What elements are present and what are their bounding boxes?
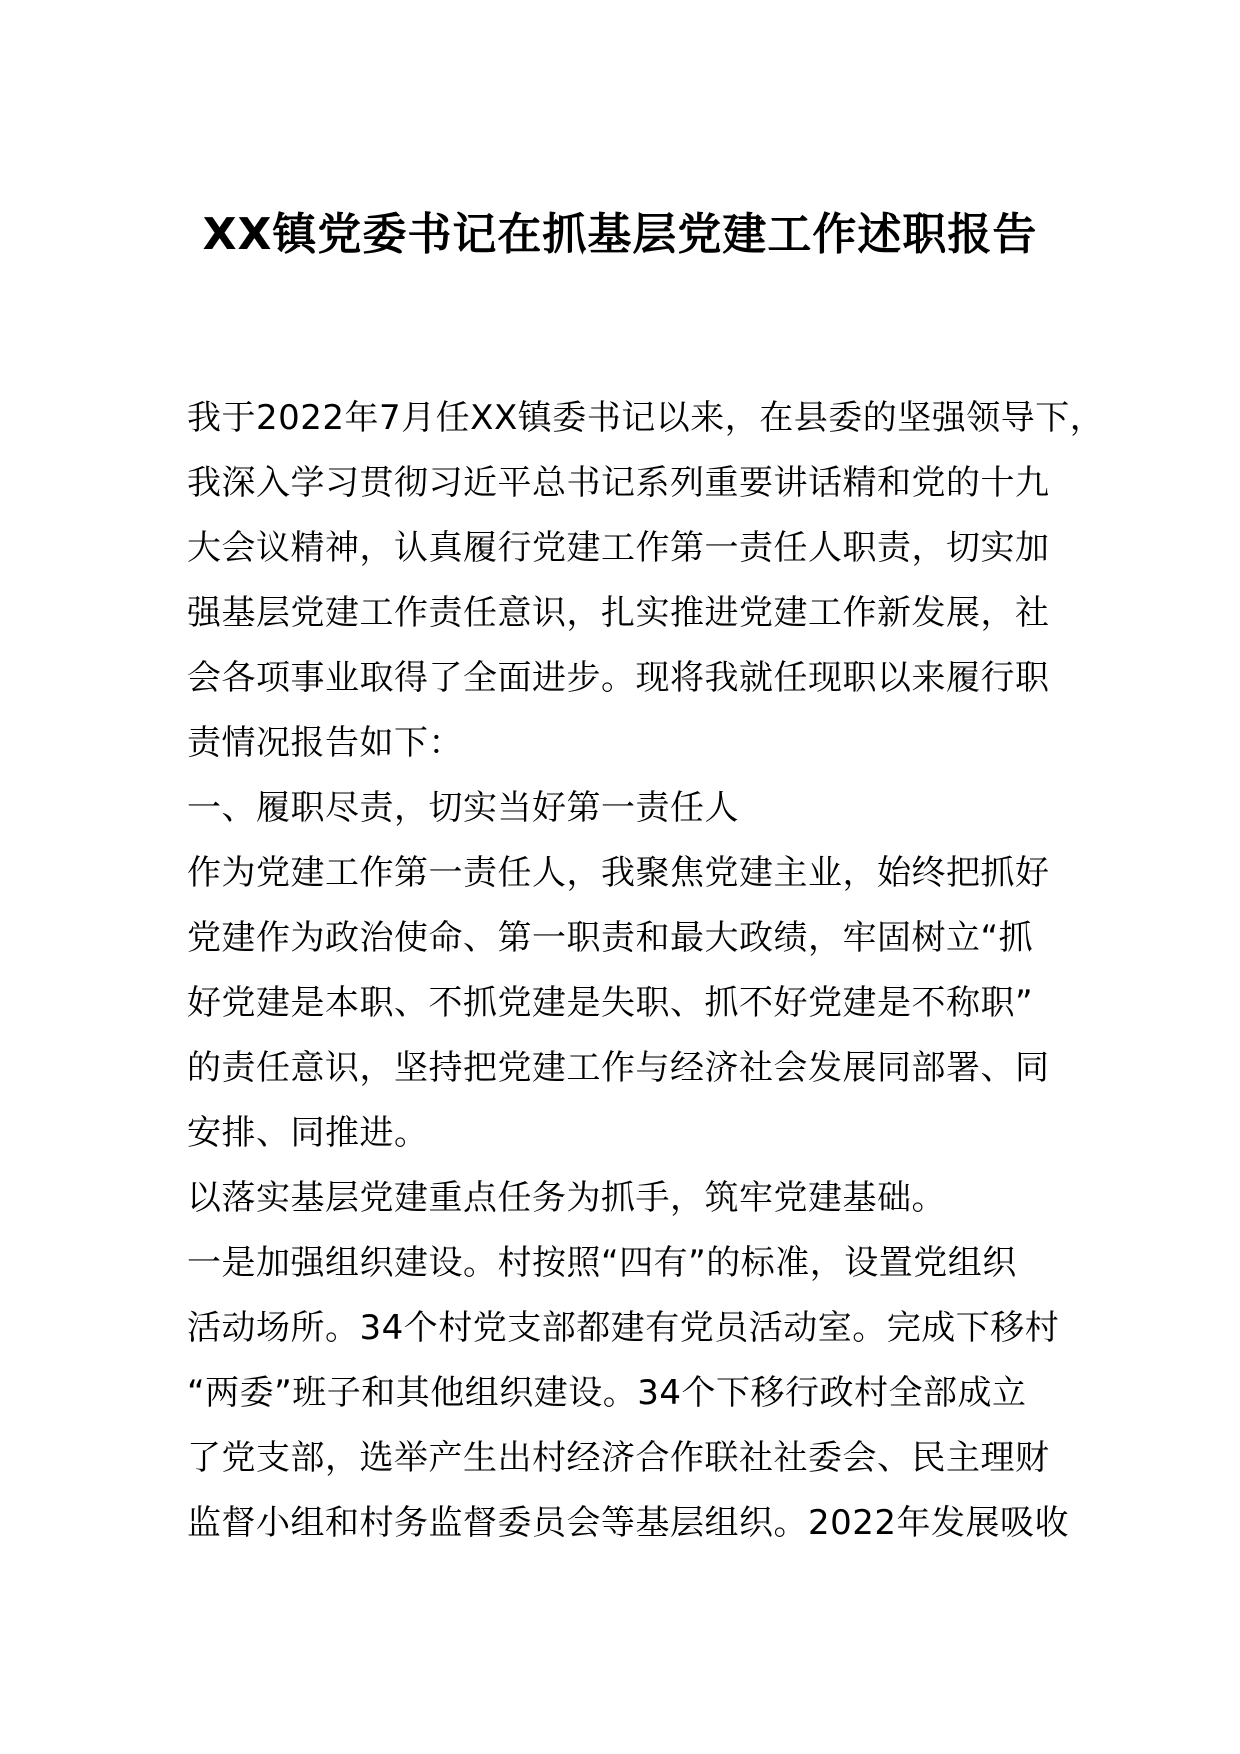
section-heading: 一、履职尽责，切实当好第一责任人 — [187, 788, 739, 828]
document-body — [187, 386, 1105, 1556]
body-line: 监督小组和村务监督委员会等基层组织。2022年发展吸收 — [187, 1503, 1070, 1543]
body-line: 我深入学习贯彻习近平总书记系列重要讲话精和党的十九 — [187, 463, 1050, 503]
body-line: 好党建是本职、不抓党建是失职、抓不好党建是不称职” — [187, 983, 1034, 1023]
document-title: XX镇党委书记在抓基层党建工作述职报告 — [202, 209, 1038, 260]
body-line: 安排、同推进。 — [187, 1113, 429, 1153]
body-line: 我于2022年7月任XX镇委书记以来，在县委的坚强领导下， — [187, 398, 1105, 438]
body-line: “两委”班子和其他组织建设。34个下移行政村全部成立 — [187, 1373, 1027, 1413]
body-line: 了党支部，选举产生出村经济合作联社社委会、民主理财 — [187, 1438, 1050, 1478]
body-line: 活动场所。34个村党支部都建有党员活动室。完成下移村 — [187, 1308, 1060, 1348]
body-line: 强基层党建工作责任意识，扎实推进党建工作新发展，社 — [187, 593, 1050, 633]
body-line: 党建作为政治使命、第一职责和最大政绩，牢固树立“抓 — [187, 918, 1034, 958]
body-line: 责情况报告如下： — [187, 723, 463, 763]
body-line: 一是加强组织建设。村按照“四有”的标准，设置党组织 — [187, 1243, 1017, 1283]
body-line: 大会议精神，认真履行党建工作第一责任人职责，切实加 — [187, 528, 1050, 568]
body-line: 会各项事业取得了全面进步。现将我就任现职以来履行职 — [187, 658, 1050, 698]
body-line: 的责任意识，坚持把党建工作与经济社会发展同部署、同 — [187, 1048, 1050, 1088]
body-line: 作为党建工作第一责任人，我聚焦党建主业，始终把抓好 — [187, 853, 1050, 893]
body-line: 以落实基层党建重点任务为抓手，筑牢党建基础。 — [187, 1178, 946, 1218]
